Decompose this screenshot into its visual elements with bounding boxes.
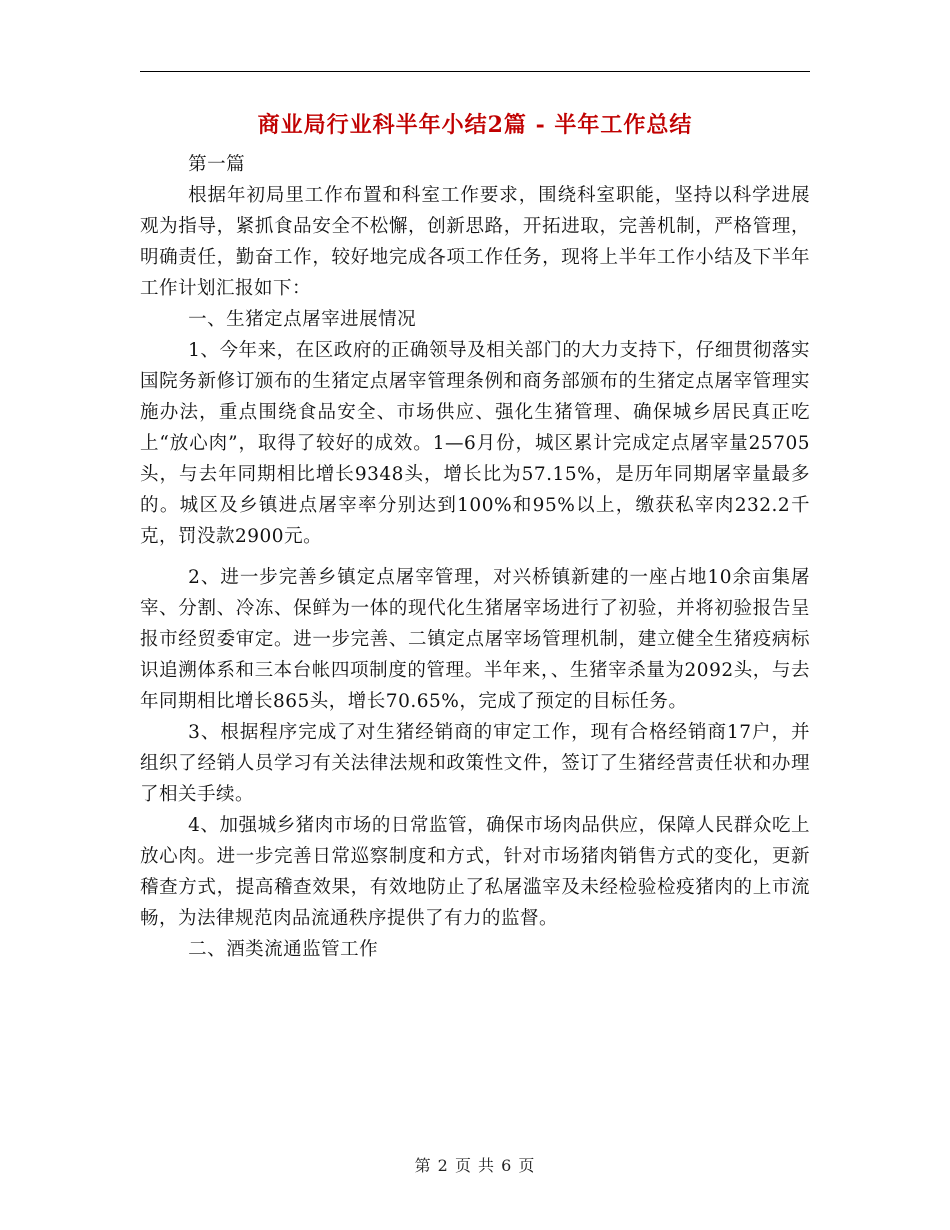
header-rule <box>140 71 810 72</box>
intro-paragraph: 根据年初局里工作布置和科室工作要求，围绕科室职能，坚持以科学进展观为指导，紧抓食品安全不松懈，创新思路，开拓进取，完善机制，严格管理，明确责任，勤奋工作，较好地完成各项工作任务，现将上半年工作小结及下半年工作计划汇报如下： <box>140 185 810 299</box>
body-paragraph: 3、根据程序完成了对生猪经销商的审定工作，现有合格经销商17户，并组织了经销人员学习有关法律法规和政策性文件，签订了生猪经营责任状和办理了相关手续。 <box>140 722 810 805</box>
section-heading: 二、酒类流通监管工作 <box>188 939 379 960</box>
page-number: 第 2 页 共 6 页 <box>414 1156 536 1175</box>
document-body <box>140 149 810 965</box>
body-paragraph: 2、进一步完善乡镇定点屠宰管理，对兴桥镇新建的一座占地10余亩集屠宰、分割、冷冻、保鲜为一体的现代化生猪屠宰场进行了初验，并将初验报告呈报市经贸委审定。进一步完善、二镇定点屠宰场管理机制，建立健全生猪疫病标识追溯体系和三本台帐四项制度的管理。半年来，、生猪宰杀量为2092头，与去年同期相比增长865头，增长70.65%，完成了预定的目标任务。 <box>140 567 810 712</box>
body-paragraph: 1、今年来，在区政府的正确领导及相关部门的大力支持下，仔细贯彻落实国院务新修订颁布的生猪定点屠宰管理条例和商务部颁布的生猪定点屠宰管理实施办法，重点围绕食品安全、市场供应、强化生猪管理、确保城乡居民真正吃上“放心肉”，取得了较好的成效。1—6月份，城区累计完成定点屠宰量25705头，与去年同期相比增长9348头，增长比为57.15%，是历年同期屠宰量最多的。城区及乡镇进点屠宰率分别达到100%和95%以上，缴获私宰肉232.2千克，罚没款2900元。 <box>140 340 810 547</box>
document-title: 商业局行业科半年小结2篇 - 半年工作总结 <box>257 112 693 138</box>
body-paragraph: 4、加强城乡猪肉市场的日常监管，确保市场肉品供应，保障人民群众吃上放心肉。进一步完善日常巡察制度和方式，针对市场猪肉销售方式的变化，更新稽查方式，提高稽查效果，有效地防止了私屠滥宰及未经检验检疫猪肉的上市流畅，为法律规范肉品流通秩序提供了有力的监督。 <box>140 815 810 929</box>
section-heading: 一、生猪定点屠宰进展情况 <box>188 309 417 330</box>
section-label: 第一篇 <box>188 154 246 175</box>
